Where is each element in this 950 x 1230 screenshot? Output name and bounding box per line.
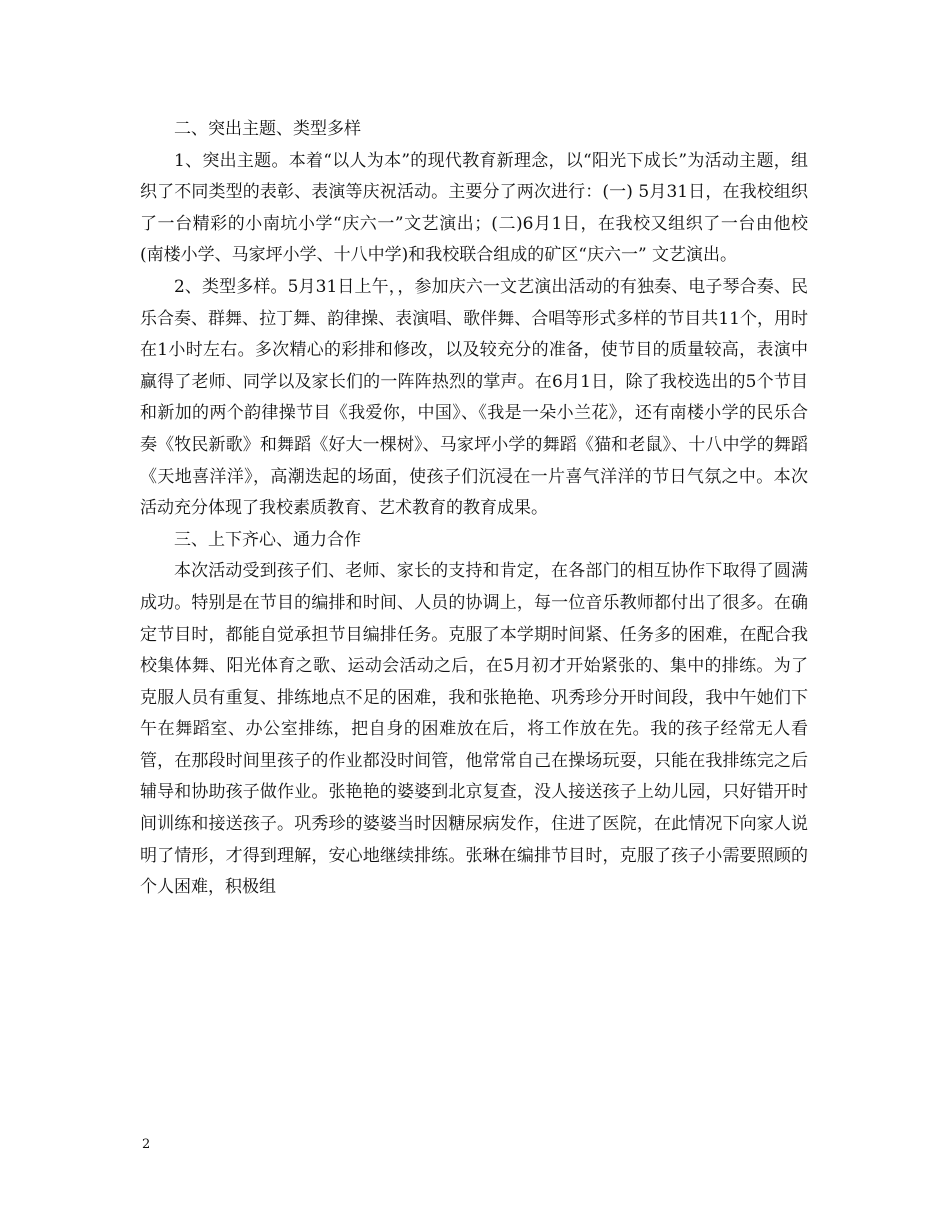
paragraph-cooperation: 本次活动受到孩子们、老师、家长的支持和肯定，在各部门的相互协作下取得了圆满成功。特别是在节目的编排和时间、人员的协调上，每一位音乐教师都付出了很多。在确定节目时，都能自觉承担节目编排任务。克服了本学期时间紧、任务多的困难，在配合我校集体舞、阳光体育之歌、运动会活动之后，在5月初才开始紧张的、集中的排练。为了克服人员有重复、排练地点不足的困难，我和张艳艳、巩秀珍分开时间段，我中午她们下午在舞蹈室、办公室排练，把自身的困难放在后，将工作放在先。我的孩子经常无人看管，在那段时间里孩子的作业都没时间管，他常常自己在操场玩耍，只能在我排练完之后辅导和协助孩子做作业。张艳艳的婆婆到北京复查，没人接送孩子上幼儿园，只好错开时间训练和接送孩子。巩秀珍的婆婆当时因糖尿病发作，住进了医院，在此情况下向家人说明了情形，才得到理解，安心地继续排练。张琳在编排节目时，克服了孩子小需要照顾的个人困难，积极组 — [140, 561, 808, 898]
section-heading-2: 二、突出主题、类型多样 — [174, 119, 361, 139]
page-number: 2 — [142, 1137, 151, 1152]
document-body — [140, 114, 808, 904]
section-heading-3: 三、上下齐心、通力合作 — [174, 529, 361, 550]
paragraph-diverse-types: 2、类型多样。5月31日上午，，参加庆六一文艺演出活动的有独奏、电子琴合奏、民乐合奏、群舞、拉丁舞、韵律操、表演唱、歌伴舞、合唱等形式多样的节目共11个，用时在1小时左右。多次精心的彩排和修改，以及较充分的准备，使节目的质量较高，表演中赢得了老师、同学以及家长们的一阵阵热烈的掌声。在6月1日，除了我校选出的5个节目和新加的两个韵律操节目《我爱你，中国》、《我是一朵小兰花》，还有南楼小学的民乐合奏《牧民新歌》和舞蹈《好大一棵树》、马家坪小学的舞蹈《猫和老鼠》、十八中学的舞蹈《天地喜洋洋》，高潮迭起的场面，使孩子们沉浸在一片喜气洋洋的节日气氛之中。本次活动充分体现了我校素质教育、艺术教育的教育成果。 — [140, 276, 808, 519]
paragraph-highlight-theme: 1、突出主题。本着“以人为本”的现代教育新理念，以“阳光下成长”为活动主题，组织了不同类型的表彰、表演等庆祝活动。主要分了两次进行：(一) 5月31日，在我校组织了一台精彩的小南坑小学“庆六一”文艺演出；(二)6月1日，在我校又组织了一台由他校(南楼小学、马家坪小学、十八中学)和我校联合组成的矿区“庆六一” 文艺演出。 — [140, 150, 808, 266]
